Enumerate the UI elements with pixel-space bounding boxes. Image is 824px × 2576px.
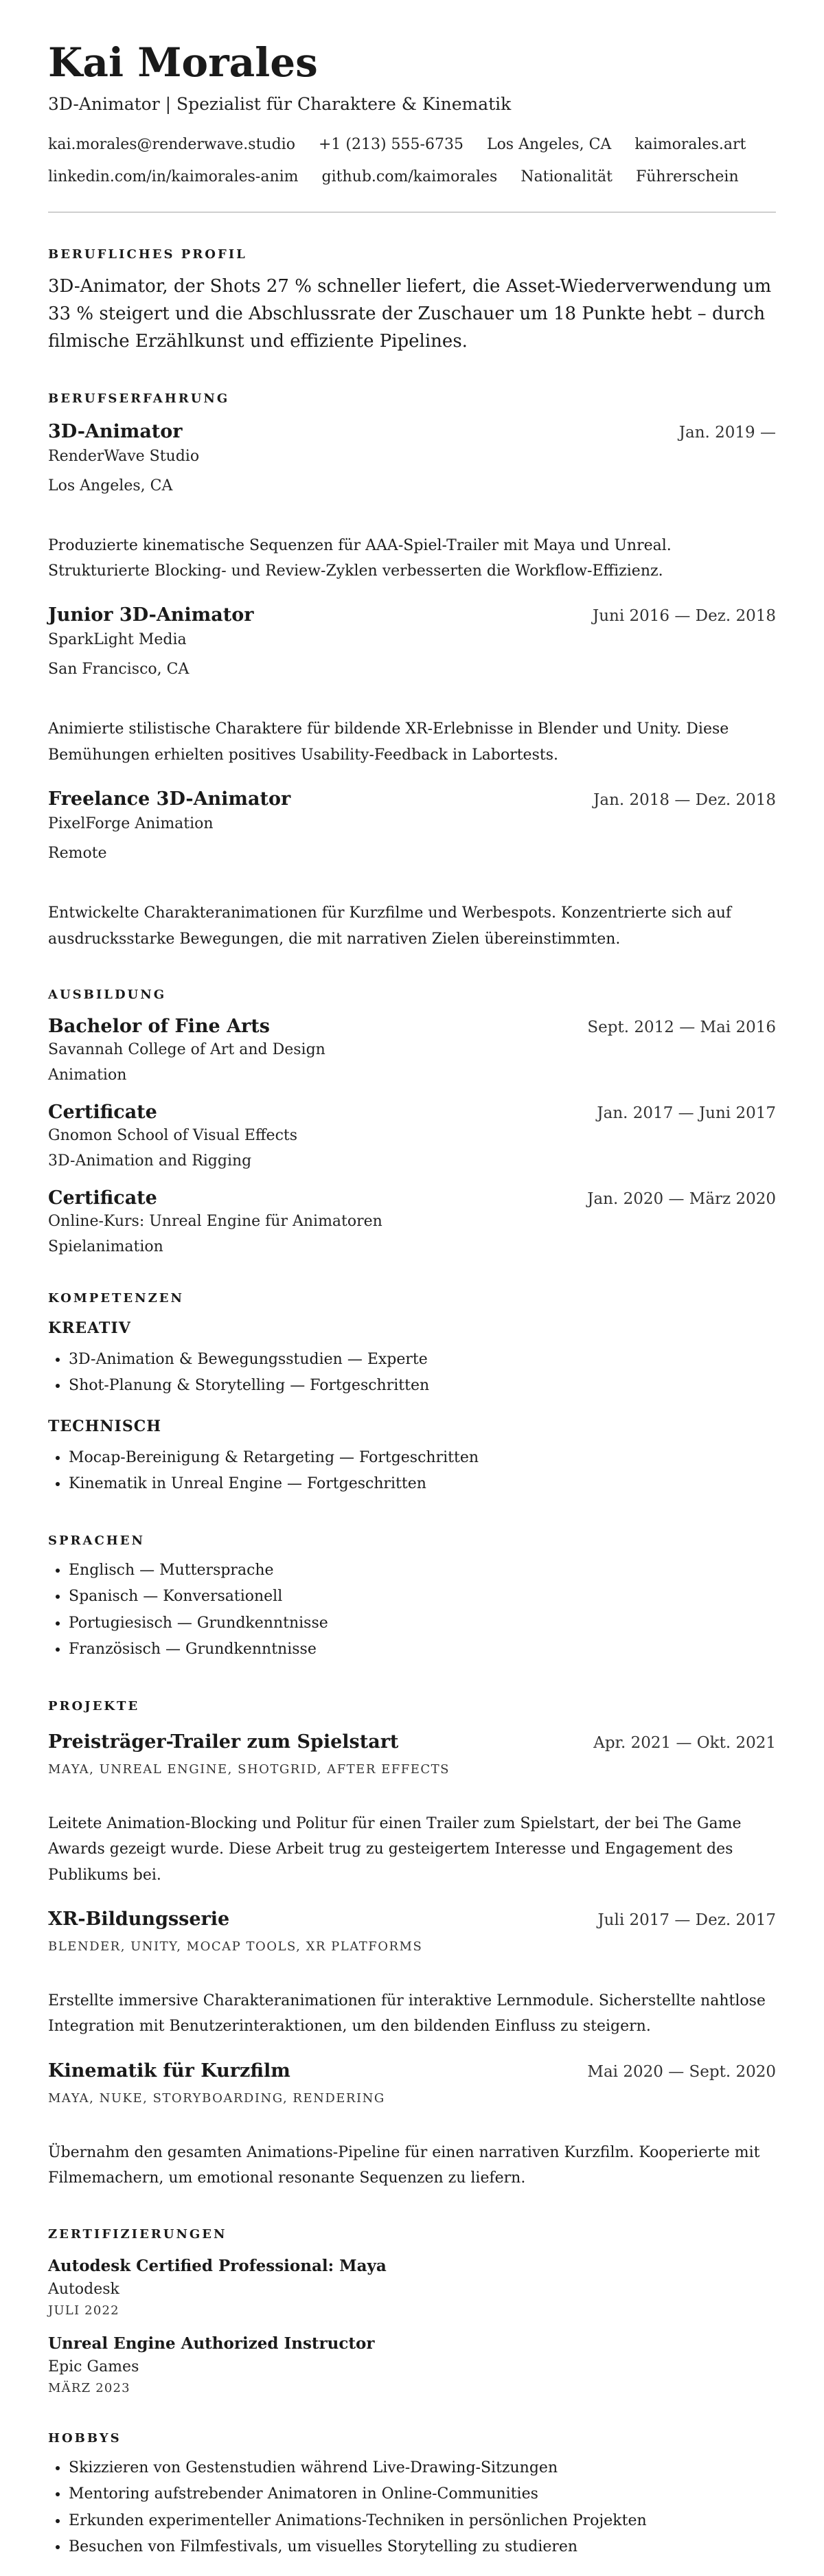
language-item: • Französisch — Grundkenntnisse <box>69 1637 776 1663</box>
certification-entry <box>48 2334 776 2395</box>
section-title: PROJEKTE <box>48 1698 140 1713</box>
job-location: Remote <box>48 845 107 863</box>
education-school: Online-Kurs: Unreal Engine für Animatoren <box>48 1212 382 1230</box>
project-dates: Mai 2020 — Sept. 2020 <box>587 2062 776 2081</box>
skill-category: KREATIV <box>48 1319 131 1337</box>
education-school: Savannah College of Art and Design <box>48 1040 325 1058</box>
skill-list <box>48 1445 776 1498</box>
project-description: Übernahm den gesamten Animations-Pipeline für einen narrativen Kurzfilm. Kooperierte mit Filmemachern, um emotional resonante Sequenzen zu liefern. <box>48 2143 760 2187</box>
section-title: KOMPETENZEN <box>48 1290 184 1306</box>
hobby-item: • Erkunden experimenteller Animations-Techniken in persönlichen Projekten <box>69 2508 776 2535</box>
project-description: Erstellte immersive Charakteranimationen für interaktive Lernmodule. Sicherstellte nahtlose Integration mit Benutzerinteraktionen, um den bildenden Einfluss zu steigern. <box>48 1992 766 2036</box>
education-school: Gnomon School of Visual Effects <box>48 1126 298 1144</box>
job-entry <box>48 788 776 952</box>
contact-website[interactable]: kaimorales.art <box>634 135 746 153</box>
education-field: Animation <box>48 1066 127 1084</box>
language-list <box>48 1558 776 1663</box>
language-item: • Spanisch — Konversationell <box>69 1584 776 1610</box>
skill-list <box>48 1347 776 1400</box>
job-dates: Juni 2016 — Dez. 2018 <box>593 607 776 626</box>
certification-issuer: Autodesk <box>48 2280 119 2298</box>
skill-item: • Mocap-Bereinigung & Retargeting — Fortgeschritten <box>69 1445 776 1472</box>
project-entry <box>48 1731 776 1888</box>
project-name: Kinematik für Kurzfilm <box>48 2060 290 2082</box>
job-description: Produzierte kinematische Sequenzen für AAA-Spiel-Trailer mit Maya und Unreal. Strukturierte Blocking- und Review-Zyklen verbesserten die Workflow-Effizienz. <box>48 536 672 580</box>
section-title: ZERTIFIZIERUNGEN <box>48 2226 227 2242</box>
project-name: XR-Bildungsserie <box>48 1908 230 1930</box>
education-field: Spielanimation <box>48 1238 163 1255</box>
hobby-list <box>48 2455 776 2561</box>
project-name: Preisträger-Trailer zum Spielstart <box>48 1731 399 1753</box>
experience-section <box>48 391 776 952</box>
job-role: Freelance 3D-Animator <box>48 788 291 810</box>
education-entry <box>48 1187 776 1255</box>
certification-date: MÄRZ 2023 <box>48 2380 130 2395</box>
profile-section <box>48 247 776 356</box>
skills-section <box>48 1291 776 1498</box>
job-description: Animierte stilistische Charaktere für bildende XR-Erlebnisse in Blender und Unity. Diese Bemühungen erhielten positives Usability-Feedback in Labortests. <box>48 720 729 764</box>
hobby-item: • Skizzieren von Gestenstudien während Live-Drawing-Sitzungen <box>69 2455 776 2482</box>
contact-row-2 <box>48 168 776 185</box>
contact-location: Los Angeles, CA <box>486 135 612 153</box>
education-header <box>48 1016 776 1037</box>
languages-section <box>48 1534 776 1663</box>
project-dates: Juli 2017 — Dez. 2017 <box>597 1911 776 1930</box>
job-header <box>48 421 776 442</box>
education-header <box>48 1187 776 1209</box>
section-title: BERUFLICHES PROFIL <box>48 247 247 262</box>
certification-name: Autodesk Certified Professional: Maya <box>48 2256 387 2275</box>
education-degree: Bachelor of Fine Arts <box>48 1015 270 1037</box>
job-company: SparkLight Media <box>48 631 187 649</box>
contact-nationality: Nationalität <box>520 168 613 185</box>
job-entry <box>48 604 776 768</box>
certification-date: JULI 2022 <box>48 2303 119 2318</box>
hobbies-section <box>48 2431 776 2561</box>
certification-issuer: Epic Games <box>48 2358 139 2375</box>
certification-entry <box>48 2257 776 2318</box>
contact-linkedin[interactable]: linkedin.com/in/kaimorales-anim <box>48 168 299 185</box>
contact-phone[interactable]: +1 (213) 555-6735 <box>318 135 464 153</box>
job-role: 3D-Animator <box>48 420 183 442</box>
project-entry <box>48 2060 776 2191</box>
education-header <box>48 1102 776 1123</box>
job-dates: Jan. 2018 — Dez. 2018 <box>593 791 776 810</box>
skill-item: • Shot-Planung & Storytelling — Fortgeschritten <box>69 1373 776 1400</box>
education-dates: Jan. 2020 — März 2020 <box>587 1189 776 1208</box>
education-entry <box>48 1016 776 1084</box>
skill-item: • 3D-Animation & Bewegungsstudien — Experte <box>69 1347 776 1374</box>
certifications-section <box>48 2227 776 2395</box>
job-company: PixelForge Animation <box>48 815 214 833</box>
section-title: AUSBILDUNG <box>48 987 167 1002</box>
job-description: Entwickelte Charakteranimationen für Kurzfilme und Werbespots. Konzentrierte sich auf ausdrucksstarke Bewegungen, die mit narrativen Zielen übereinstimmten. <box>48 904 732 948</box>
contact-github[interactable]: github.com/kaimorales <box>321 168 498 185</box>
job-dates: Jan. 2019 — <box>678 423 776 442</box>
section-title: HOBBYS <box>48 2430 122 2446</box>
project-tech: BLENDER, UNITY, MOCAP TOOLS, XR PLATFORMS <box>48 1939 423 1954</box>
job-header <box>48 788 776 810</box>
education-degree: Certificate <box>48 1187 157 1209</box>
profile-summary: 3D-Animator, der Shots 27 % schneller liefert, die Asset-Wiederverwendung um 33 % steigert und die Abschlussrate der Zuschauer um 18 Punkte hebt – durch filmische Erzählkunst und effiziente Pipelines. <box>48 275 772 352</box>
education-dates: Jan. 2017 — Juni 2017 <box>597 1104 776 1122</box>
job-header <box>48 604 776 626</box>
project-header <box>48 2060 776 2082</box>
project-dates: Apr. 2021 — Okt. 2021 <box>593 1733 776 1752</box>
skill-item: • Kinematik in Unreal Engine — Fortgeschritten <box>69 1471 776 1498</box>
contact-email[interactable]: kai.morales@renderwave.studio <box>48 135 295 153</box>
header-divider <box>48 212 776 213</box>
resume-header <box>48 40 776 213</box>
project-header <box>48 1908 776 1930</box>
education-degree: Certificate <box>48 1101 157 1123</box>
projects-section <box>48 1699 776 2191</box>
job-location: Los Angeles, CA <box>48 477 173 494</box>
hobby-item: • Mentoring aufstrebender Animatoren in Online-Communities <box>69 2481 776 2508</box>
job-company: RenderWave Studio <box>48 447 200 465</box>
job-role: Junior 3D-Animator <box>48 604 254 626</box>
certification-name: Unreal Engine Authorized Instructor <box>48 2334 375 2353</box>
contact-row-1 <box>48 136 776 153</box>
language-item: • Englisch — Muttersprache <box>69 1558 776 1584</box>
education-field: 3D-Animation and Rigging <box>48 1152 252 1170</box>
candidate-name: Kai Morales <box>48 39 318 86</box>
skill-category: TECHNISCH <box>48 1417 162 1435</box>
candidate-tagline: 3D-Animator | Spezialist für Charaktere & Kinematik <box>48 93 512 114</box>
project-tech: MAYA, NUKE, STORYBOARDING, RENDERING <box>48 2090 385 2106</box>
hobby-item: • Besuchen von Filmfestivals, um visuelles Storytelling zu studieren <box>69 2534 776 2561</box>
education-entry <box>48 1102 776 1170</box>
job-entry <box>48 421 776 584</box>
section-title: BERUFSERFAHRUNG <box>48 391 230 406</box>
project-entry <box>48 1908 776 2040</box>
project-header <box>48 1731 776 1753</box>
contact-license: Führerschein <box>635 168 739 185</box>
education-section <box>48 988 776 1255</box>
education-dates: Sept. 2012 — Mai 2016 <box>587 1018 776 1036</box>
project-description: Leitete Animation-Blocking und Politur für einen Trailer zum Spielstart, der bei The Game Awards gezeigt wurde. Diese Arbeit trug zu gesteigertem Interesse und Engagement des Publikums bei. <box>48 1814 742 1884</box>
language-item: • Portugiesisch — Grundkenntnisse <box>69 1610 776 1637</box>
job-location: San Francisco, CA <box>48 661 190 679</box>
section-title: SPRACHEN <box>48 1533 145 1548</box>
project-tech: MAYA, UNREAL ENGINE, SHOTGRID, AFTER EFFECTS <box>48 1762 450 1777</box>
